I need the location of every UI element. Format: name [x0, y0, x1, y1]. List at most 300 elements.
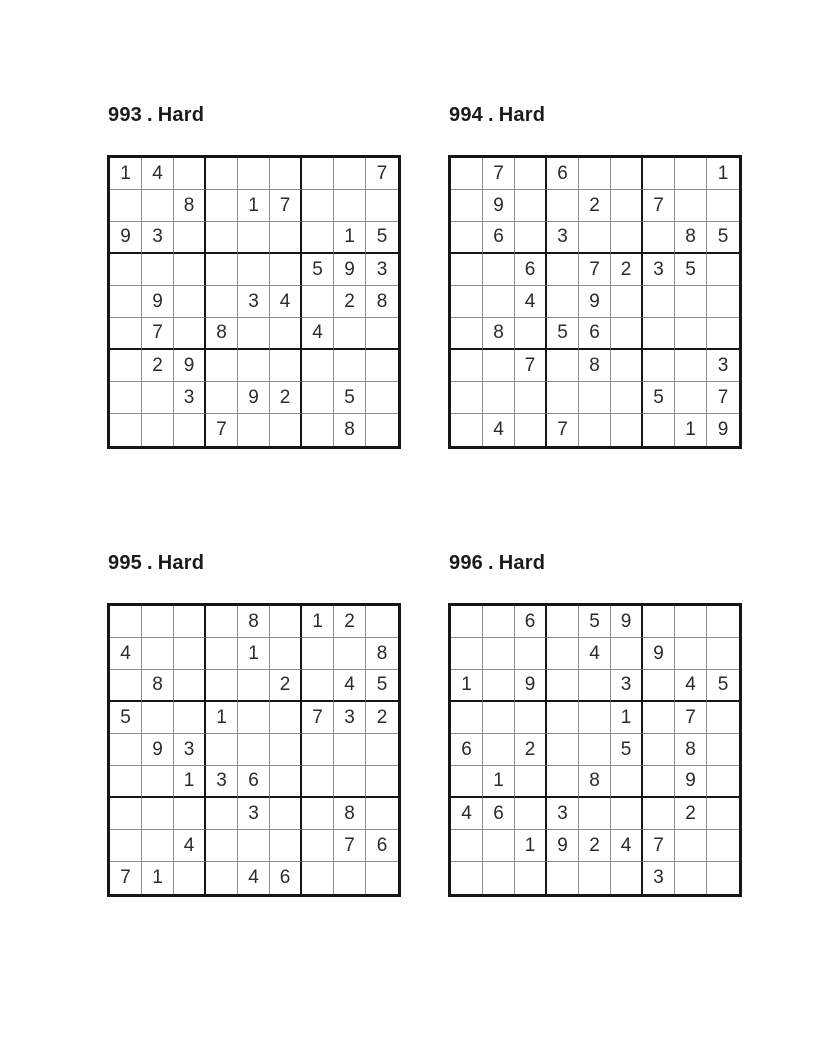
sudoku-cell — [238, 222, 270, 254]
sudoku-cell — [206, 862, 238, 894]
puzzle-title — [449, 551, 743, 575]
sudoku-cell — [451, 350, 483, 382]
sudoku-cell — [174, 638, 206, 670]
sudoku-cell: 3 — [334, 702, 366, 734]
sudoku-cell — [451, 862, 483, 894]
sudoku-cell: 9 — [334, 254, 366, 286]
sudoku-cell — [366, 318, 398, 350]
sudoku-cell — [174, 286, 206, 318]
sudoku-cell: 5 — [547, 318, 579, 350]
sudoku-cell — [366, 606, 398, 638]
sudoku-cell — [270, 414, 302, 446]
puzzle-996 — [448, 551, 743, 897]
sudoku-cell — [675, 606, 707, 638]
sudoku-cell — [238, 734, 270, 766]
sudoku-cell: 3 — [643, 862, 675, 894]
sudoku-cell: 2 — [515, 734, 547, 766]
sudoku-cell — [270, 158, 302, 190]
sudoku-cell: 3 — [366, 254, 398, 286]
sudoku-cell — [270, 638, 302, 670]
sudoku-cell — [174, 670, 206, 702]
sudoku-cell — [611, 798, 643, 830]
sudoku-cell — [515, 222, 547, 254]
sudoku-cell — [302, 382, 334, 414]
sudoku-cell — [547, 862, 579, 894]
sudoku-cell: 8 — [206, 318, 238, 350]
sudoku-cell: 6 — [515, 254, 547, 286]
sudoku-cell — [515, 798, 547, 830]
sudoku-cell — [675, 862, 707, 894]
sudoku-cell — [579, 670, 611, 702]
sudoku-cell — [110, 286, 142, 318]
sudoku-cell — [174, 222, 206, 254]
sudoku-cell — [110, 382, 142, 414]
sudoku-cell: 4 — [483, 414, 515, 446]
sudoku-cell — [206, 638, 238, 670]
sudoku-cell — [270, 318, 302, 350]
sudoku-cell: 3 — [174, 734, 206, 766]
sudoku-cell: 8 — [675, 734, 707, 766]
sudoku-cell — [707, 286, 739, 318]
sudoku-cell: 7 — [206, 414, 238, 446]
sudoku-cell — [675, 158, 707, 190]
sudoku-cell — [515, 414, 547, 446]
sudoku-cell — [451, 158, 483, 190]
sudoku-cell — [579, 734, 611, 766]
sudoku-cell — [483, 862, 515, 894]
sudoku-cell: 7 — [643, 190, 675, 222]
sudoku-cell — [675, 350, 707, 382]
sudoku-cell — [334, 158, 366, 190]
sudoku-cell: 4 — [451, 798, 483, 830]
sudoku-cell: 1 — [174, 766, 206, 798]
puzzle-title — [449, 103, 743, 127]
sudoku-cell — [174, 254, 206, 286]
sudoku-cell — [515, 158, 547, 190]
sudoku-cell — [547, 254, 579, 286]
sudoku-cell — [206, 798, 238, 830]
sudoku-cell — [206, 670, 238, 702]
sudoku-cell — [611, 158, 643, 190]
sudoku-cell — [611, 862, 643, 894]
sudoku-cell — [366, 414, 398, 446]
sudoku-cell — [579, 862, 611, 894]
sudoku-cell: 8 — [483, 318, 515, 350]
sudoku-cell — [451, 414, 483, 446]
sudoku-cell — [238, 158, 270, 190]
sudoku-cell — [270, 222, 302, 254]
sudoku-cell — [515, 638, 547, 670]
sudoku-cell — [174, 158, 206, 190]
sudoku-cell — [675, 318, 707, 350]
sudoku-cell: 8 — [238, 606, 270, 638]
sudoku-cell — [174, 414, 206, 446]
sudoku-cell — [579, 798, 611, 830]
puzzle-number: 996 — [449, 552, 483, 574]
sudoku-cell: 5 — [579, 606, 611, 638]
sudoku-cell: 5 — [675, 254, 707, 286]
sudoku-cell — [675, 638, 707, 670]
sudoku-cell — [142, 638, 174, 670]
sudoku-cell — [643, 158, 675, 190]
sudoku-cell: 9 — [643, 638, 675, 670]
sudoku-cell — [206, 222, 238, 254]
puzzle-994 — [448, 103, 743, 449]
sudoku-cell — [707, 862, 739, 894]
sudoku-cell: 9 — [110, 222, 142, 254]
sudoku-cell: 2 — [270, 670, 302, 702]
sudoku-cell — [142, 254, 174, 286]
sudoku-cell — [206, 350, 238, 382]
sudoku-cell — [483, 382, 515, 414]
sudoku-cell — [110, 670, 142, 702]
puzzle-993 — [107, 103, 402, 449]
sudoku-cell: 8 — [334, 414, 366, 446]
sudoku-cell — [110, 254, 142, 286]
sudoku-cell: 1 — [142, 862, 174, 894]
sudoku-cell: 2 — [142, 350, 174, 382]
sudoku-cell — [270, 798, 302, 830]
sudoku-cell: 2 — [579, 830, 611, 862]
sudoku-cell — [238, 670, 270, 702]
sudoku-cell — [366, 190, 398, 222]
sudoku-cell: 1 — [451, 670, 483, 702]
sudoku-cell — [302, 830, 334, 862]
sudoku-cell — [238, 350, 270, 382]
sudoku-cell — [675, 190, 707, 222]
sudoku-cell — [451, 606, 483, 638]
sudoku-cell — [611, 638, 643, 670]
sudoku-cell — [547, 350, 579, 382]
puzzle-number: 995 — [108, 552, 142, 574]
puzzle-995 — [107, 551, 402, 897]
sudoku-cell — [515, 318, 547, 350]
sudoku-cell — [483, 254, 515, 286]
sudoku-cell: 8 — [579, 766, 611, 798]
sudoku-cell — [174, 606, 206, 638]
sudoku-cell — [483, 638, 515, 670]
sudoku-cell: 4 — [579, 638, 611, 670]
puzzle-difficulty: Hard — [498, 552, 546, 574]
sudoku-cell: 3 — [707, 350, 739, 382]
sudoku-cell — [643, 702, 675, 734]
sudoku-cell — [142, 190, 174, 222]
sudoku-cell: 4 — [334, 670, 366, 702]
puzzle-difficulty: Hard — [498, 104, 546, 126]
sudoku-cell — [611, 350, 643, 382]
sudoku-cell: 6 — [547, 158, 579, 190]
sudoku-cell — [302, 158, 334, 190]
sudoku-cell — [451, 766, 483, 798]
sudoku-cell: 3 — [238, 798, 270, 830]
sudoku-cell: 9 — [547, 830, 579, 862]
puzzle-number: 994 — [449, 104, 483, 126]
sudoku-cell — [270, 830, 302, 862]
sudoku-cell — [366, 734, 398, 766]
sudoku-cell — [110, 606, 142, 638]
sudoku-grid — [107, 155, 401, 449]
sudoku-cell: 1 — [110, 158, 142, 190]
sudoku-cell — [302, 414, 334, 446]
sudoku-cell — [707, 606, 739, 638]
sudoku-cell — [707, 766, 739, 798]
sudoku-cell — [611, 222, 643, 254]
sudoku-cell: 5 — [366, 222, 398, 254]
sudoku-cell: 4 — [611, 830, 643, 862]
sudoku-cell: 9 — [611, 606, 643, 638]
sudoku-cell — [579, 158, 611, 190]
sudoku-cell — [451, 382, 483, 414]
sudoku-cell: 7 — [707, 382, 739, 414]
sudoku-cell — [270, 350, 302, 382]
sudoku-cell — [547, 766, 579, 798]
sudoku-cell: 5 — [302, 254, 334, 286]
sudoku-cell: 6 — [483, 222, 515, 254]
sudoku-cell: 7 — [142, 318, 174, 350]
sudoku-cell — [110, 766, 142, 798]
sudoku-cell: 1 — [334, 222, 366, 254]
sudoku-cell: 7 — [334, 830, 366, 862]
sudoku-cell: 8 — [579, 350, 611, 382]
sudoku-cell — [611, 190, 643, 222]
sudoku-cell — [483, 670, 515, 702]
sudoku-cell: 8 — [366, 286, 398, 318]
sudoku-cell — [451, 222, 483, 254]
sudoku-cell: 5 — [707, 670, 739, 702]
sudoku-cell — [270, 734, 302, 766]
sudoku-cell — [515, 862, 547, 894]
sudoku-cell — [110, 318, 142, 350]
sudoku-cell — [547, 606, 579, 638]
sudoku-cell: 2 — [270, 382, 302, 414]
sudoku-cell — [643, 734, 675, 766]
sudoku-cell — [643, 606, 675, 638]
sudoku-cell: 3 — [611, 670, 643, 702]
sudoku-cell — [483, 702, 515, 734]
sudoku-cell — [270, 702, 302, 734]
sudoku-cell — [334, 638, 366, 670]
sudoku-cell — [643, 414, 675, 446]
sudoku-cell: 1 — [675, 414, 707, 446]
sudoku-cell — [142, 606, 174, 638]
sudoku-cell — [707, 798, 739, 830]
sudoku-cell: 7 — [547, 414, 579, 446]
sudoku-cell — [675, 382, 707, 414]
sudoku-cell — [366, 798, 398, 830]
title-separator: . — [146, 104, 153, 126]
sudoku-cell — [707, 318, 739, 350]
sudoku-cell — [206, 190, 238, 222]
sudoku-cell — [643, 222, 675, 254]
sudoku-cell: 1 — [515, 830, 547, 862]
sudoku-cell — [334, 190, 366, 222]
sudoku-cell: 3 — [547, 222, 579, 254]
sudoku-cell: 5 — [366, 670, 398, 702]
sudoku-cell: 3 — [142, 222, 174, 254]
sudoku-cell: 1 — [483, 766, 515, 798]
sudoku-cell: 5 — [707, 222, 739, 254]
puzzle-difficulty: Hard — [157, 552, 205, 574]
sudoku-cell: 6 — [451, 734, 483, 766]
sudoku-cell — [366, 766, 398, 798]
sudoku-cell — [675, 286, 707, 318]
sudoku-cell: 5 — [110, 702, 142, 734]
sudoku-cell — [483, 350, 515, 382]
sudoku-cell: 7 — [366, 158, 398, 190]
sudoku-cell — [206, 606, 238, 638]
sudoku-cell — [451, 318, 483, 350]
sudoku-cell — [334, 350, 366, 382]
puzzle-title — [108, 551, 402, 575]
sudoku-cell: 1 — [206, 702, 238, 734]
sudoku-cell — [142, 766, 174, 798]
sudoku-cell — [707, 190, 739, 222]
sudoku-cell — [643, 766, 675, 798]
sudoku-cell — [302, 862, 334, 894]
sudoku-cell: 4 — [238, 862, 270, 894]
sudoku-cell — [206, 158, 238, 190]
sudoku-cell: 3 — [238, 286, 270, 318]
sudoku-cell — [206, 734, 238, 766]
sudoku-cell: 7 — [483, 158, 515, 190]
sudoku-cell — [366, 382, 398, 414]
sudoku-cell — [142, 702, 174, 734]
sudoku-cell: 8 — [334, 798, 366, 830]
sudoku-cell: 3 — [174, 382, 206, 414]
sudoku-cell: 3 — [206, 766, 238, 798]
title-separator: . — [487, 104, 494, 126]
sudoku-cell: 7 — [302, 702, 334, 734]
sudoku-cell — [675, 830, 707, 862]
sudoku-cell — [515, 766, 547, 798]
sudoku-cell — [579, 222, 611, 254]
sudoku-cell — [547, 734, 579, 766]
puzzle-number: 993 — [108, 104, 142, 126]
sudoku-cell — [611, 414, 643, 446]
sudoku-cell — [515, 190, 547, 222]
sudoku-cell: 7 — [110, 862, 142, 894]
sudoku-cell — [110, 350, 142, 382]
sudoku-cell: 2 — [366, 702, 398, 734]
puzzle-title — [108, 103, 402, 127]
sudoku-cell — [451, 638, 483, 670]
sudoku-cell: 7 — [579, 254, 611, 286]
sudoku-cell — [643, 318, 675, 350]
sudoku-cell — [238, 830, 270, 862]
sudoku-cell: 4 — [142, 158, 174, 190]
sudoku-grid — [448, 155, 742, 449]
sudoku-cell: 9 — [483, 190, 515, 222]
sudoku-cell: 7 — [270, 190, 302, 222]
sudoku-cell: 9 — [142, 734, 174, 766]
sudoku-cell: 7 — [643, 830, 675, 862]
sudoku-cell — [707, 702, 739, 734]
sudoku-cell: 4 — [515, 286, 547, 318]
sudoku-cell — [515, 702, 547, 734]
sudoku-cell — [142, 382, 174, 414]
sudoku-cell: 9 — [717, 419, 729, 440]
sudoku-cell — [206, 830, 238, 862]
sudoku-cell — [302, 190, 334, 222]
sudoku-cell: 2 — [334, 286, 366, 318]
sudoku-cell: 9 — [238, 382, 270, 414]
sudoku-cell — [334, 766, 366, 798]
sudoku-cell: 3 — [547, 798, 579, 830]
sudoku-cell: 9 — [579, 286, 611, 318]
sudoku-cell — [334, 862, 366, 894]
sudoku-cell: 4 — [270, 286, 302, 318]
title-separator: . — [487, 552, 494, 574]
sudoku-cell — [302, 670, 334, 702]
sudoku-cell: 6 — [270, 862, 302, 894]
sudoku-cell — [238, 414, 270, 446]
sudoku-cell — [707, 830, 739, 862]
sudoku-cell: 6 — [366, 830, 398, 862]
sudoku-cell — [707, 254, 739, 286]
sudoku-cell: 4 — [302, 318, 334, 350]
sudoku-cell: 6 — [579, 318, 611, 350]
sudoku-cell — [483, 830, 515, 862]
sudoku-cell: 6 — [483, 798, 515, 830]
sudoku-cell — [707, 638, 739, 670]
sudoku-cell — [483, 734, 515, 766]
sudoku-cell — [110, 734, 142, 766]
sudoku-cell — [579, 414, 611, 446]
sudoku-cell: 9 — [675, 766, 707, 798]
sudoku-cell: 2 — [579, 190, 611, 222]
sudoku-cell — [451, 830, 483, 862]
sudoku-cell: 3 — [643, 254, 675, 286]
sudoku-cell — [238, 318, 270, 350]
sudoku-cell — [110, 414, 142, 446]
sudoku-cell: 4 — [110, 638, 142, 670]
sudoku-cell — [547, 638, 579, 670]
sudoku-cell — [643, 350, 675, 382]
sudoku-cell: 7 — [515, 350, 547, 382]
sudoku-cell: 7 — [675, 702, 707, 734]
sudoku-cell — [334, 734, 366, 766]
sudoku-cell — [302, 286, 334, 318]
sudoku-cell: 9 — [174, 350, 206, 382]
sudoku-cell — [270, 766, 302, 798]
sudoku-cell — [483, 606, 515, 638]
sudoku-cell — [366, 862, 398, 894]
sudoku-cell — [643, 798, 675, 830]
sudoku-cell: 8 — [174, 190, 206, 222]
sudoku-cell — [451, 254, 483, 286]
sudoku-cell: 5 — [611, 734, 643, 766]
sudoku-cell — [302, 734, 334, 766]
sudoku-cell — [547, 702, 579, 734]
sudoku-cell: 6 — [515, 606, 547, 638]
sudoku-cell — [643, 286, 675, 318]
sudoku-cell — [334, 318, 366, 350]
sudoku-cell — [707, 734, 739, 766]
sudoku-cell — [451, 190, 483, 222]
sudoku-cell — [579, 382, 611, 414]
sudoku-cell — [270, 606, 302, 638]
sudoku-cell: 8 — [675, 222, 707, 254]
sudoku-cell — [451, 286, 483, 318]
title-separator: . — [146, 552, 153, 574]
sudoku-cell — [238, 702, 270, 734]
sudoku-cell — [483, 286, 515, 318]
sudoku-cell — [142, 798, 174, 830]
sudoku-cell — [547, 670, 579, 702]
sudoku-cell: 1 — [302, 606, 334, 638]
sudoku-cell: 5 — [334, 382, 366, 414]
sudoku-cell — [110, 798, 142, 830]
